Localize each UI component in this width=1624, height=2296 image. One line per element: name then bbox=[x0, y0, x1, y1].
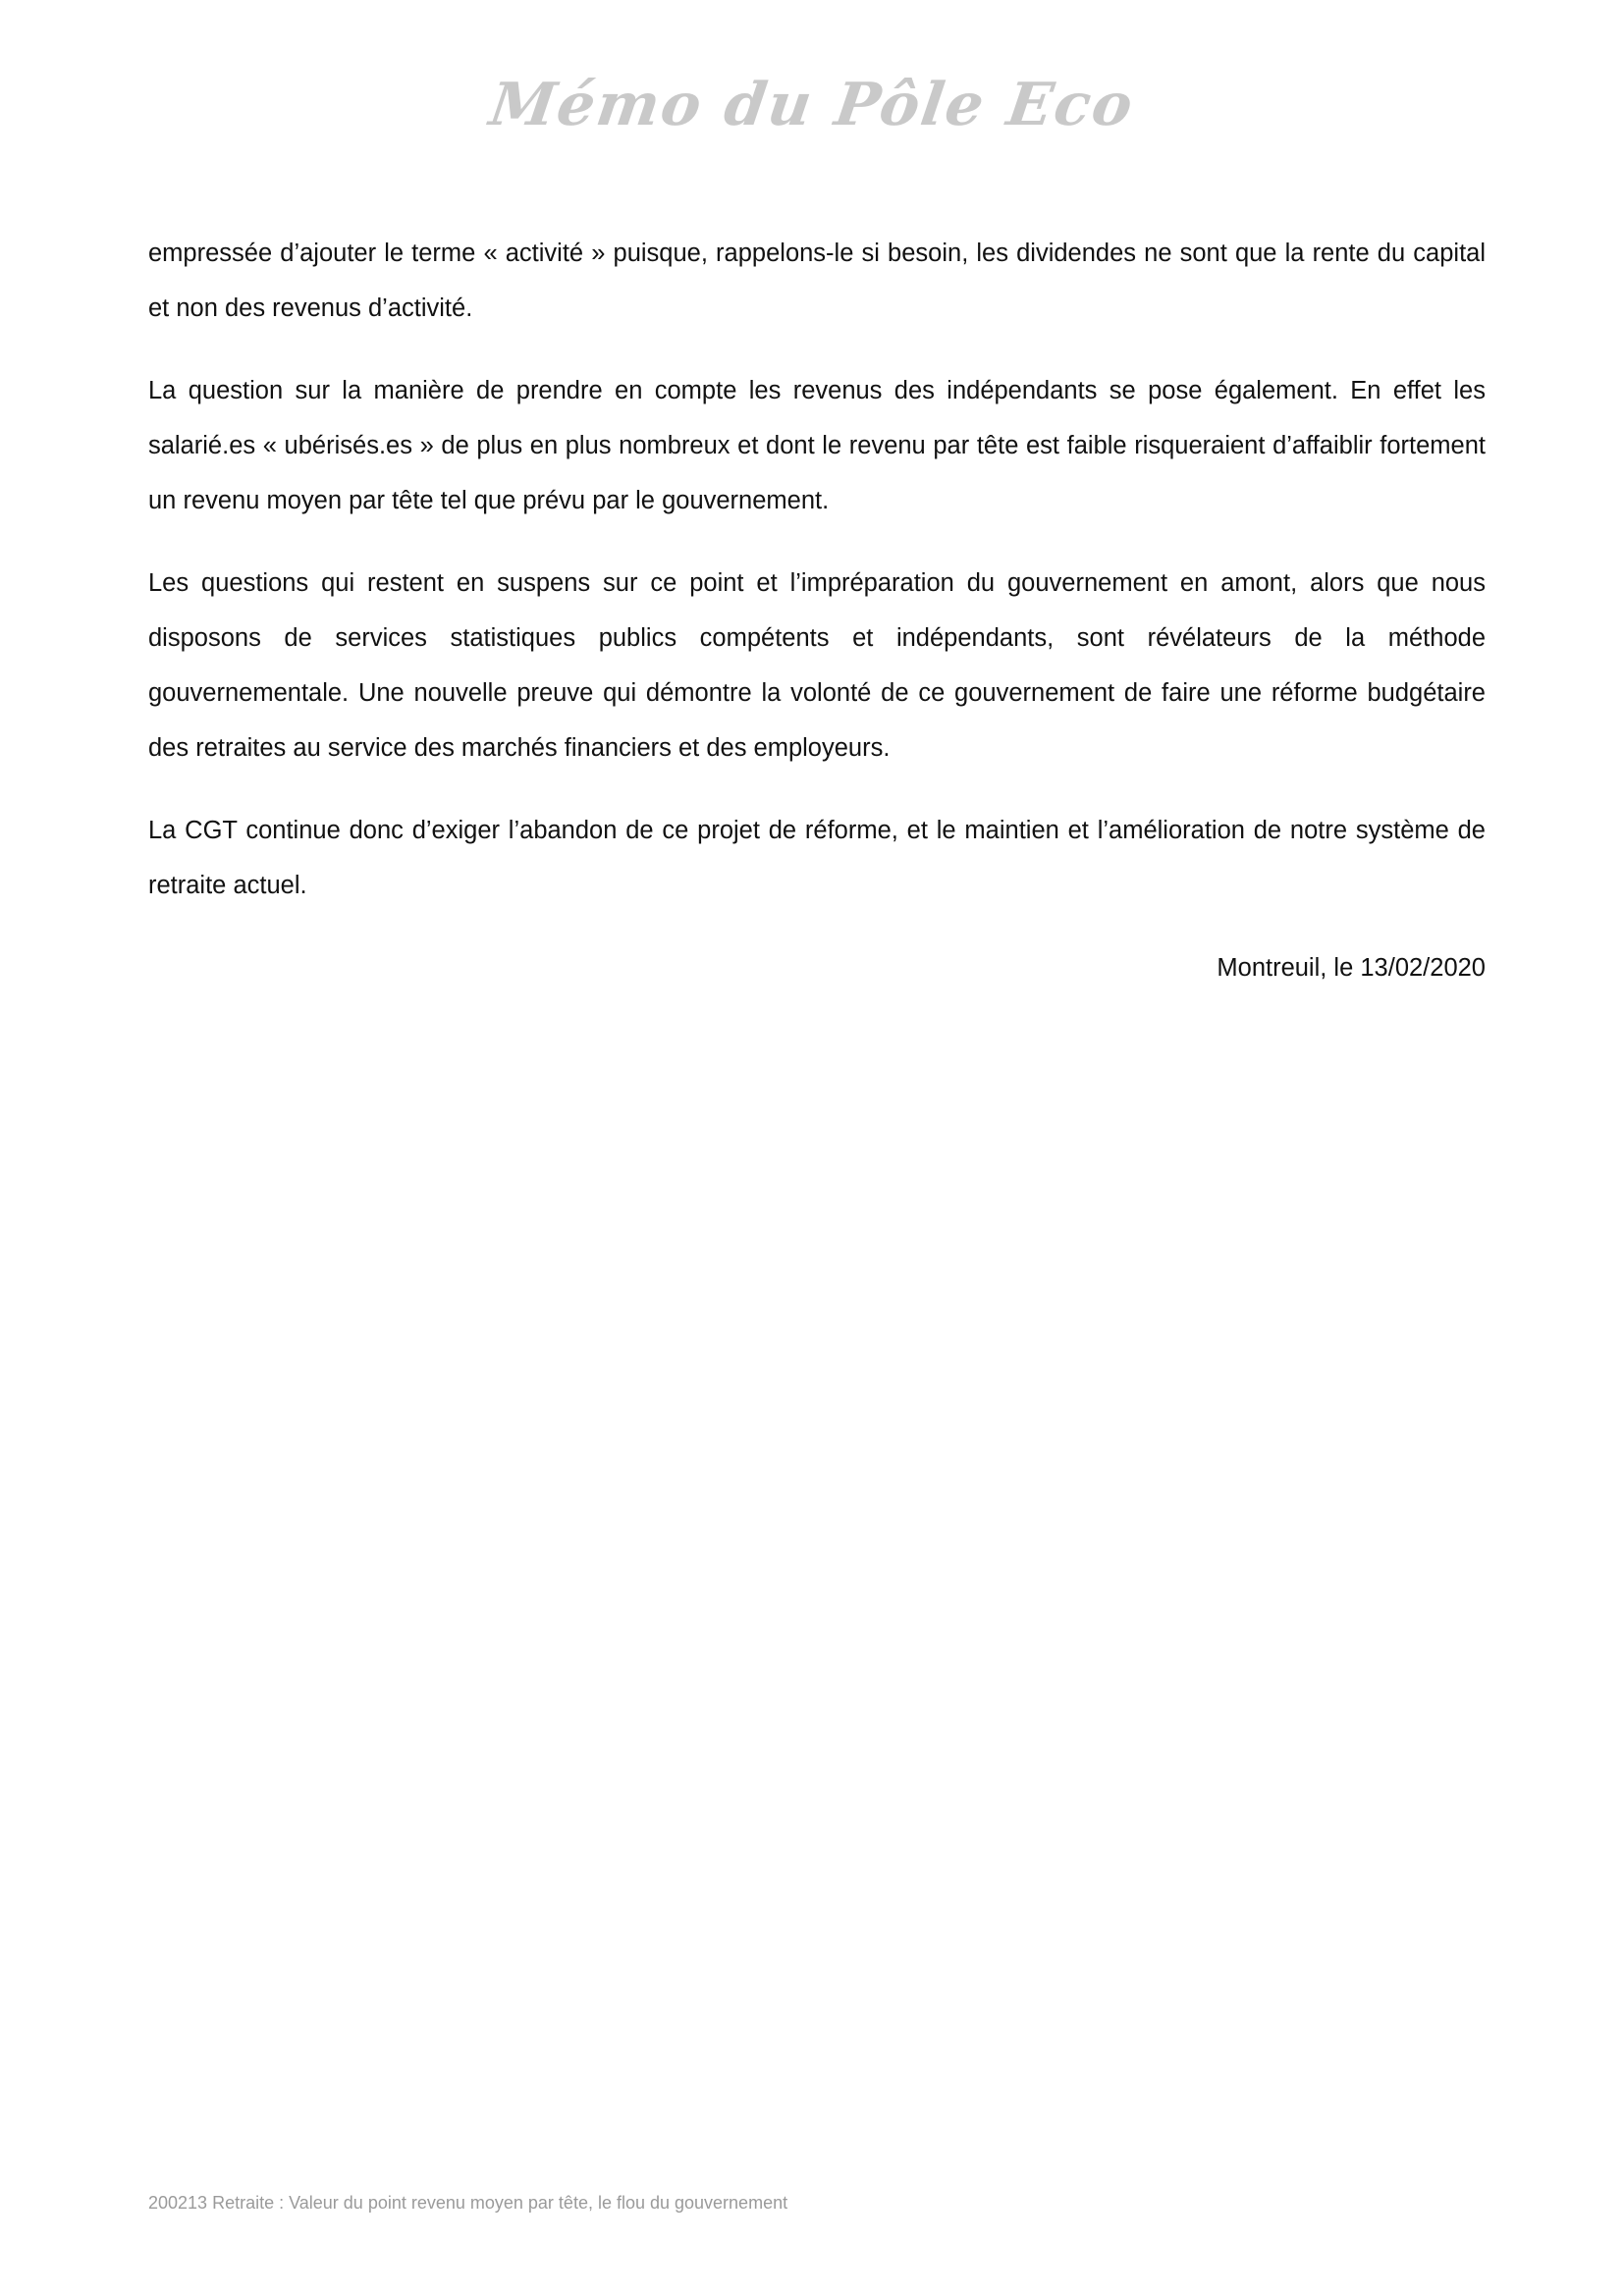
paragraph-3: Les questions qui restent en suspens sur ce point et l’impréparation du gouvernement en amont, alors que nous disposons de services statistiques publics compétents et indépendants, sont révélateurs de la méthode gouvernementale. Une nouvelle preuve qui démontre la volonté de ce gouvernement de faire une réforme budgétaire des retraites au service des marchés financiers et des employeurs. bbox=[148, 569, 1486, 762]
document-body bbox=[148, 226, 1486, 995]
paragraph-1: empressée d’ajouter le terme « activité » puisque, rappelons-le si besoin, les dividendes ne sont que la rente du capital et non des revenus d’activité. bbox=[148, 240, 1486, 322]
paragraph-4: La CGT continue donc d’exiger l’abandon de ce projet de réforme, et le maintien et l’amélioration de notre système de retraite actuel. bbox=[148, 817, 1486, 899]
page-footer: 200213 Retraite : Valeur du point revenu moyen par tête, le flou du gouvernement bbox=[148, 2193, 788, 2213]
header-title: Mémo du Pôle Eco bbox=[485, 71, 1139, 139]
paragraph-2: La question sur la manière de prendre en compte les revenus des indépendants se pose également. En effet les salarié.es « ubérisés.es » de plus en plus nombreux et dont le revenu par tête est faible risqueraient d’affaiblir fortement un revenu moyen par tête tel que prévu par le gouvernement. bbox=[148, 377, 1486, 514]
signature-date: Montreuil, le 13/02/2020 bbox=[1217, 954, 1486, 982]
